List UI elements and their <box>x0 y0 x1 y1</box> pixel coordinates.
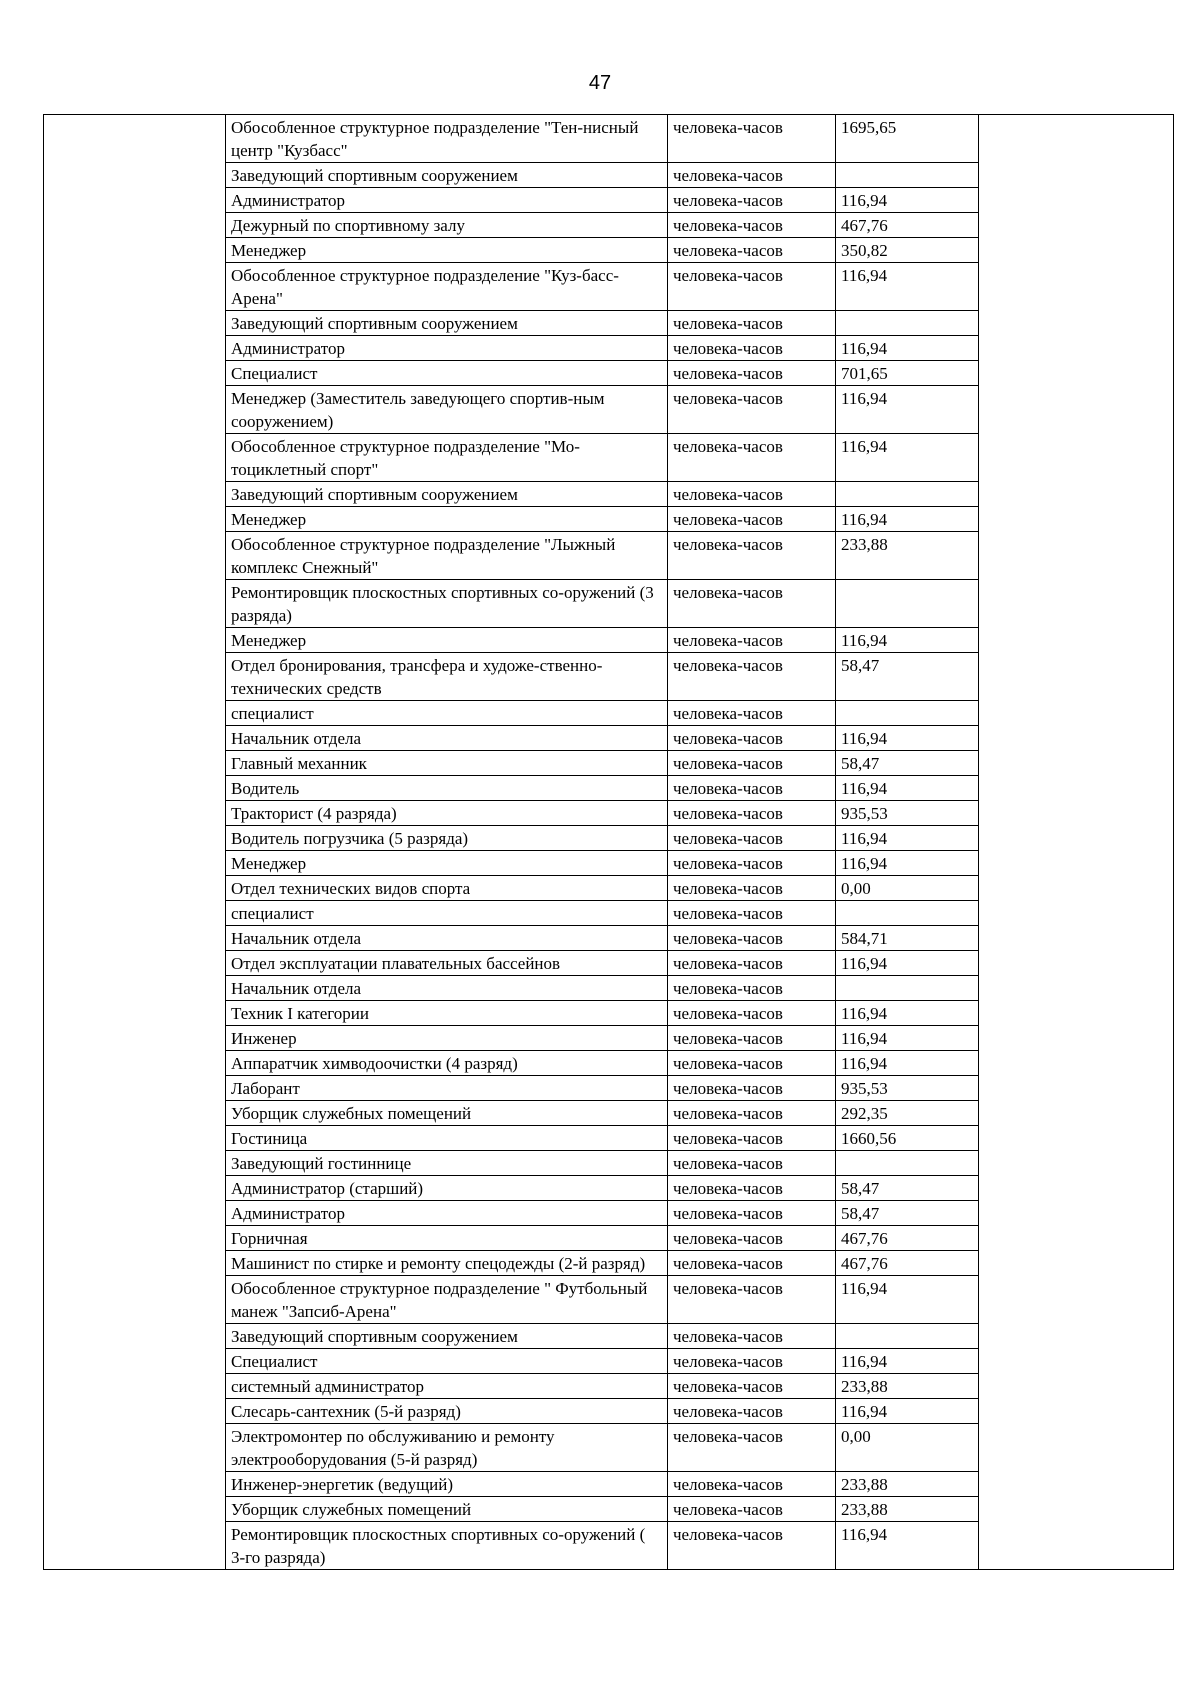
row-note-cell <box>979 1151 1174 1176</box>
row-value-cell: 1695,65 <box>836 115 979 163</box>
row-name-cell: Заведующий спортивным сооружением <box>226 1324 668 1349</box>
table-row <box>44 776 1174 801</box>
row-note-cell <box>979 482 1174 507</box>
table-row <box>44 1076 1174 1101</box>
row-name-cell: Заведующий спортивным сооружением <box>226 311 668 336</box>
staff-hours-table <box>43 114 1174 1570</box>
row-value-cell <box>836 1151 979 1176</box>
table-body <box>44 115 1174 1570</box>
row-name-cell: Электромонтер по обслуживанию и ремонту электрооборудования (5-й разряд) <box>226 1424 668 1472</box>
table-row <box>44 1201 1174 1226</box>
row-name-cell: Машинист по стирке и ремонту спецодежды (2-й разряд) <box>226 1251 668 1276</box>
table-row <box>44 628 1174 653</box>
row-unit-cell: человека-часов <box>668 1522 836 1570</box>
row-unit-cell: человека-часов <box>668 1399 836 1424</box>
table-row <box>44 1424 1174 1472</box>
row-value-cell: 116,94 <box>836 951 979 976</box>
row-value-cell: 233,88 <box>836 1497 979 1522</box>
row-note-cell <box>979 976 1174 1001</box>
row-value-cell: 116,94 <box>836 628 979 653</box>
row-name-cell: Менеджер (Заместитель заведующего спортив-ным сооружением) <box>226 386 668 434</box>
row-note-cell <box>979 951 1174 976</box>
table-row <box>44 1374 1174 1399</box>
row-name-cell: Менеджер <box>226 507 668 532</box>
row-value-cell: 233,88 <box>836 1472 979 1497</box>
row-lead-cell <box>44 926 226 951</box>
row-lead-cell <box>44 826 226 851</box>
table-row <box>44 1101 1174 1126</box>
table-row <box>44 876 1174 901</box>
page-number: 47 <box>588 72 612 94</box>
row-name-cell: Обособленное структурное подразделение "Мо-тоциклетный спорт" <box>226 434 668 482</box>
table-row <box>44 801 1174 826</box>
table-row <box>44 1472 1174 1497</box>
row-lead-cell <box>44 1076 226 1101</box>
row-unit-cell: человека-часов <box>668 653 836 701</box>
table-row <box>44 482 1174 507</box>
row-lead-cell <box>44 851 226 876</box>
row-lead-cell <box>44 1026 226 1051</box>
row-value-cell: 116,94 <box>836 726 979 751</box>
row-lead-cell <box>44 1374 226 1399</box>
row-name-cell: Начальник отдела <box>226 976 668 1001</box>
row-lead-cell <box>44 1151 226 1176</box>
row-note-cell <box>979 115 1174 163</box>
row-unit-cell: человека-часов <box>668 1424 836 1472</box>
row-name-cell: Заведующий гостиннице <box>226 1151 668 1176</box>
row-value-cell: 58,47 <box>836 751 979 776</box>
row-unit-cell: человека-часов <box>668 876 836 901</box>
row-lead-cell <box>44 386 226 434</box>
row-unit-cell: человека-часов <box>668 311 836 336</box>
row-lead-cell <box>44 951 226 976</box>
row-lead-cell <box>44 213 226 238</box>
row-unit-cell: человека-часов <box>668 951 836 976</box>
row-note-cell <box>979 826 1174 851</box>
row-note-cell <box>979 1076 1174 1101</box>
row-name-cell: Обособленное структурное подразделение "Лыжный комплекс Снежный" <box>226 532 668 580</box>
row-note-cell <box>979 751 1174 776</box>
table-row <box>44 901 1174 926</box>
row-value-cell: 0,00 <box>836 876 979 901</box>
row-value-cell <box>836 976 979 1001</box>
row-value-cell <box>836 1324 979 1349</box>
row-value-cell: 116,94 <box>836 1276 979 1324</box>
row-unit-cell: человека-часов <box>668 751 836 776</box>
row-note-cell <box>979 726 1174 751</box>
row-name-cell: Обособленное структурное подразделение "Куз-басс-Арена" <box>226 263 668 311</box>
row-value-cell: 58,47 <box>836 1201 979 1226</box>
table-row <box>44 951 1174 976</box>
row-name-cell: Аппаратчик химводоочистки (4 разряд) <box>226 1051 668 1076</box>
row-note-cell <box>979 434 1174 482</box>
row-lead-cell <box>44 1472 226 1497</box>
row-name-cell: Главный механник <box>226 751 668 776</box>
row-lead-cell <box>44 1276 226 1324</box>
table-row <box>44 726 1174 751</box>
row-unit-cell: человека-часов <box>668 826 836 851</box>
row-lead-cell <box>44 263 226 311</box>
table-row <box>44 851 1174 876</box>
row-lead-cell <box>44 361 226 386</box>
table-row <box>44 311 1174 336</box>
row-lead-cell <box>44 115 226 163</box>
row-value-cell <box>836 701 979 726</box>
row-unit-cell: человека-часов <box>668 507 836 532</box>
row-lead-cell <box>44 507 226 532</box>
table-row <box>44 580 1174 628</box>
row-note-cell <box>979 776 1174 801</box>
row-note-cell <box>979 1101 1174 1126</box>
table-row <box>44 1001 1174 1026</box>
table-row <box>44 1349 1174 1374</box>
row-name-cell: Слесарь-сантехник (5-й разряд) <box>226 1399 668 1424</box>
table-row <box>44 1251 1174 1276</box>
row-value-cell: 116,94 <box>836 826 979 851</box>
row-unit-cell: человека-часов <box>668 580 836 628</box>
row-unit-cell: человека-часов <box>668 482 836 507</box>
table-row <box>44 701 1174 726</box>
row-name-cell: Администратор <box>226 1201 668 1226</box>
row-note-cell <box>979 1251 1174 1276</box>
table-row <box>44 507 1174 532</box>
row-unit-cell: человека-часов <box>668 976 836 1001</box>
table-row <box>44 926 1174 951</box>
row-name-cell: системный администратор <box>226 1374 668 1399</box>
row-note-cell <box>979 188 1174 213</box>
row-unit-cell: человека-часов <box>668 1001 836 1026</box>
row-lead-cell <box>44 482 226 507</box>
row-value-cell: 584,71 <box>836 926 979 951</box>
row-unit-cell: человека-часов <box>668 1374 836 1399</box>
row-lead-cell <box>44 976 226 1001</box>
row-lead-cell <box>44 580 226 628</box>
row-name-cell: Администратор <box>226 188 668 213</box>
row-note-cell <box>979 851 1174 876</box>
row-name-cell: Начальник отдела <box>226 726 668 751</box>
row-unit-cell: человека-часов <box>668 163 836 188</box>
row-name-cell: Ремонтировщик плоскостных спортивных со-оружений ( 3-го разряда) <box>226 1522 668 1570</box>
table-row <box>44 1026 1174 1051</box>
row-lead-cell <box>44 311 226 336</box>
table-row <box>44 188 1174 213</box>
row-lead-cell <box>44 1424 226 1472</box>
row-value-cell: 292,35 <box>836 1101 979 1126</box>
row-value-cell: 116,94 <box>836 1051 979 1076</box>
row-unit-cell: человека-часов <box>668 238 836 263</box>
row-note-cell <box>979 311 1174 336</box>
row-name-cell: Администратор <box>226 336 668 361</box>
row-name-cell: Специалист <box>226 1349 668 1374</box>
table-row <box>44 115 1174 163</box>
row-name-cell: Гостиница <box>226 1126 668 1151</box>
row-name-cell: Администратор (старший) <box>226 1176 668 1201</box>
row-unit-cell: человека-часов <box>668 901 836 926</box>
row-lead-cell <box>44 628 226 653</box>
row-value-cell: 467,76 <box>836 213 979 238</box>
row-unit-cell: человека-часов <box>668 1201 836 1226</box>
table-row <box>44 1051 1174 1076</box>
row-name-cell: Менеджер <box>226 851 668 876</box>
row-note-cell <box>979 1051 1174 1076</box>
row-value-cell: 116,94 <box>836 1026 979 1051</box>
row-value-cell: 467,76 <box>836 1251 979 1276</box>
row-name-cell: Ремонтировщик плоскостных спортивных со-оружений (3 разряда) <box>226 580 668 628</box>
row-note-cell <box>979 1201 1174 1226</box>
row-lead-cell <box>44 1399 226 1424</box>
row-unit-cell: человека-часов <box>668 1349 836 1374</box>
row-value-cell: 1660,56 <box>836 1126 979 1151</box>
row-unit-cell: человека-часов <box>668 1101 836 1126</box>
row-unit-cell: человека-часов <box>668 188 836 213</box>
row-name-cell: Заведующий спортивным сооружением <box>226 482 668 507</box>
row-lead-cell <box>44 726 226 751</box>
row-unit-cell: человека-часов <box>668 1226 836 1251</box>
row-name-cell: Заведующий спортивным сооружением <box>226 163 668 188</box>
row-unit-cell: человека-часов <box>668 1324 836 1349</box>
table-row <box>44 1497 1174 1522</box>
row-lead-cell <box>44 163 226 188</box>
table-row <box>44 826 1174 851</box>
table-row <box>44 1399 1174 1424</box>
row-name-cell: специалист <box>226 701 668 726</box>
row-lead-cell <box>44 776 226 801</box>
row-lead-cell <box>44 1126 226 1151</box>
row-unit-cell: человека-часов <box>668 1026 836 1051</box>
row-note-cell <box>979 1349 1174 1374</box>
table-row <box>44 1522 1174 1570</box>
row-value-cell: 58,47 <box>836 653 979 701</box>
row-note-cell <box>979 580 1174 628</box>
row-value-cell: 701,65 <box>836 361 979 386</box>
row-note-cell <box>979 1324 1174 1349</box>
row-name-cell: Обособленное структурное подразделение " Футбольный манеж "Запсиб-Арена" <box>226 1276 668 1324</box>
row-unit-cell: человека-часов <box>668 532 836 580</box>
row-value-cell: 0,00 <box>836 1424 979 1472</box>
row-note-cell <box>979 1026 1174 1051</box>
row-lead-cell <box>44 701 226 726</box>
row-lead-cell <box>44 876 226 901</box>
row-unit-cell: человека-часов <box>668 776 836 801</box>
row-unit-cell: человека-часов <box>668 801 836 826</box>
row-note-cell <box>979 926 1174 951</box>
row-value-cell: 116,94 <box>836 1522 979 1570</box>
row-unit-cell: человека-часов <box>668 851 836 876</box>
row-value-cell: 116,94 <box>836 188 979 213</box>
row-note-cell <box>979 801 1174 826</box>
row-lead-cell <box>44 1226 226 1251</box>
row-lead-cell <box>44 532 226 580</box>
table-row <box>44 238 1174 263</box>
row-note-cell <box>979 876 1174 901</box>
row-lead-cell <box>44 1176 226 1201</box>
row-lead-cell <box>44 1201 226 1226</box>
table-row <box>44 336 1174 361</box>
row-value-cell <box>836 580 979 628</box>
row-lead-cell <box>44 434 226 482</box>
row-value-cell: 467,76 <box>836 1226 979 1251</box>
table-row <box>44 1126 1174 1151</box>
row-unit-cell: человека-часов <box>668 926 836 951</box>
table-row <box>44 751 1174 776</box>
row-unit-cell: человека-часов <box>668 1176 836 1201</box>
row-note-cell <box>979 1226 1174 1251</box>
row-note-cell <box>979 163 1174 188</box>
row-unit-cell: человека-часов <box>668 1051 836 1076</box>
row-lead-cell <box>44 901 226 926</box>
row-value-cell: 116,94 <box>836 507 979 532</box>
row-unit-cell: человека-часов <box>668 726 836 751</box>
row-unit-cell: человека-часов <box>668 1276 836 1324</box>
row-note-cell <box>979 653 1174 701</box>
row-name-cell: Инженер-энергетик (ведущий) <box>226 1472 668 1497</box>
row-name-cell: Уборщик служебных помещений <box>226 1497 668 1522</box>
row-value-cell: 935,53 <box>836 1076 979 1101</box>
row-note-cell <box>979 263 1174 311</box>
row-value-cell <box>836 482 979 507</box>
row-value-cell: 233,88 <box>836 1374 979 1399</box>
row-unit-cell: человека-часов <box>668 434 836 482</box>
row-value-cell: 233,88 <box>836 532 979 580</box>
row-note-cell <box>979 1497 1174 1522</box>
table-row <box>44 976 1174 1001</box>
row-unit-cell: человека-часов <box>668 1472 836 1497</box>
row-lead-cell <box>44 1251 226 1276</box>
row-lead-cell <box>44 801 226 826</box>
row-name-cell: Уборщик служебных помещений <box>226 1101 668 1126</box>
row-value-cell: 116,94 <box>836 851 979 876</box>
row-unit-cell: человека-часов <box>668 263 836 311</box>
row-name-cell: Тракторист (4 разряда) <box>226 801 668 826</box>
row-name-cell: Отдел технических видов спорта <box>226 876 668 901</box>
row-name-cell: Лаборант <box>226 1076 668 1101</box>
row-lead-cell <box>44 653 226 701</box>
table-row <box>44 361 1174 386</box>
row-note-cell <box>979 1276 1174 1324</box>
row-note-cell <box>979 1472 1174 1497</box>
row-lead-cell <box>44 238 226 263</box>
row-unit-cell: человека-часов <box>668 1251 836 1276</box>
row-name-cell: Обособленное структурное подразделение "Тен-нисный центр "Кузбасс" <box>226 115 668 163</box>
row-value-cell: 116,94 <box>836 776 979 801</box>
table-row <box>44 1226 1174 1251</box>
row-note-cell <box>979 1001 1174 1026</box>
row-value-cell: 116,94 <box>836 1399 979 1424</box>
row-note-cell <box>979 386 1174 434</box>
row-value-cell: 116,94 <box>836 434 979 482</box>
row-value-cell: 116,94 <box>836 1349 979 1374</box>
row-name-cell: Горничная <box>226 1226 668 1251</box>
row-name-cell: Дежурный по спортивному залу <box>226 213 668 238</box>
row-lead-cell <box>44 1001 226 1026</box>
row-note-cell <box>979 1176 1174 1201</box>
row-unit-cell: человека-часов <box>668 1076 836 1101</box>
row-lead-cell <box>44 1522 226 1570</box>
row-lead-cell <box>44 1349 226 1374</box>
row-value-cell: 350,82 <box>836 238 979 263</box>
row-note-cell <box>979 1424 1174 1472</box>
row-note-cell <box>979 361 1174 386</box>
row-name-cell: Отдел эксплуатации плавательных бассейнов <box>226 951 668 976</box>
row-unit-cell: человека-часов <box>668 1126 836 1151</box>
row-name-cell: Менеджер <box>226 628 668 653</box>
row-unit-cell: человека-часов <box>668 361 836 386</box>
row-name-cell: Инженер <box>226 1026 668 1051</box>
table-row <box>44 263 1174 311</box>
row-lead-cell <box>44 188 226 213</box>
row-lead-cell <box>44 1497 226 1522</box>
row-unit-cell: человека-часов <box>668 213 836 238</box>
row-value-cell: 116,94 <box>836 263 979 311</box>
row-lead-cell <box>44 751 226 776</box>
row-note-cell <box>979 1126 1174 1151</box>
row-note-cell <box>979 901 1174 926</box>
row-note-cell <box>979 1522 1174 1570</box>
row-name-cell: Начальник отдела <box>226 926 668 951</box>
row-note-cell <box>979 238 1174 263</box>
table-row <box>44 1276 1174 1324</box>
row-name-cell: Менеджер <box>226 238 668 263</box>
row-value-cell: 116,94 <box>836 1001 979 1026</box>
row-note-cell <box>979 628 1174 653</box>
table-row <box>44 1176 1174 1201</box>
row-lead-cell <box>44 1324 226 1349</box>
row-note-cell <box>979 701 1174 726</box>
row-lead-cell <box>44 1101 226 1126</box>
row-unit-cell: человека-часов <box>668 628 836 653</box>
row-name-cell: Водитель <box>226 776 668 801</box>
row-value-cell: 58,47 <box>836 1176 979 1201</box>
row-unit-cell: человека-часов <box>668 386 836 434</box>
row-unit-cell: человека-часов <box>668 1151 836 1176</box>
row-unit-cell: человека-часов <box>668 1497 836 1522</box>
table-row <box>44 532 1174 580</box>
row-note-cell <box>979 336 1174 361</box>
row-note-cell <box>979 1374 1174 1399</box>
row-name-cell: Водитель погрузчика (5 разряда) <box>226 826 668 851</box>
table-row <box>44 213 1174 238</box>
table-row <box>44 1151 1174 1176</box>
table-row <box>44 1324 1174 1349</box>
row-name-cell: специалист <box>226 901 668 926</box>
row-note-cell <box>979 532 1174 580</box>
row-name-cell: Отдел бронирования, трансфера и художе-ственно-технических средств <box>226 653 668 701</box>
row-note-cell <box>979 1399 1174 1424</box>
row-note-cell <box>979 507 1174 532</box>
table-row <box>44 653 1174 701</box>
row-lead-cell <box>44 336 226 361</box>
row-lead-cell <box>44 1051 226 1076</box>
row-value-cell: 116,94 <box>836 336 979 361</box>
row-value-cell: 935,53 <box>836 801 979 826</box>
row-unit-cell: человека-часов <box>668 115 836 163</box>
row-value-cell: 116,94 <box>836 386 979 434</box>
row-name-cell: Специалист <box>226 361 668 386</box>
row-value-cell <box>836 163 979 188</box>
row-value-cell <box>836 901 979 926</box>
table-row <box>44 386 1174 434</box>
table-row <box>44 434 1174 482</box>
row-value-cell <box>836 311 979 336</box>
row-name-cell: Техник I категории <box>226 1001 668 1026</box>
table-row <box>44 163 1174 188</box>
row-unit-cell: человека-часов <box>668 701 836 726</box>
row-unit-cell: человека-часов <box>668 336 836 361</box>
row-note-cell <box>979 213 1174 238</box>
